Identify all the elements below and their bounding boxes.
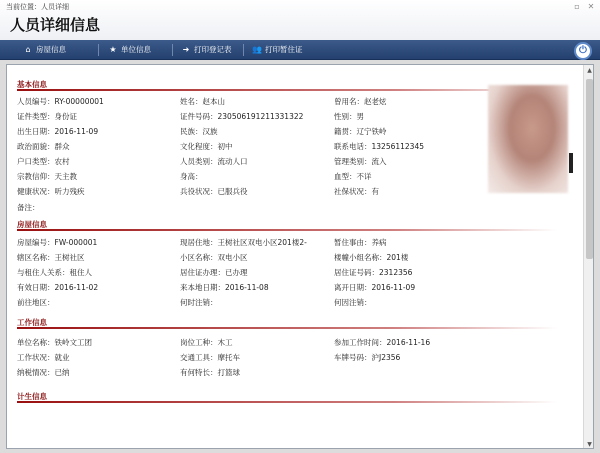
section-divider bbox=[17, 401, 557, 403]
section-divider bbox=[17, 89, 557, 91]
tab-unit-info[interactable]: ★ 单位信息 bbox=[108, 40, 151, 60]
toolbar-divider bbox=[172, 44, 173, 56]
field-tax-status: 纳税情况：已纳 bbox=[17, 368, 70, 377]
field-employer: 单位名称：铁岭文工团 bbox=[17, 338, 92, 347]
field-id-number: 证件号码：230506191211331322 bbox=[180, 112, 304, 121]
field-id-type: 证件类型：身份证 bbox=[17, 112, 77, 121]
field-house-id: 房屋编号：FW-000001 bbox=[17, 238, 98, 247]
section-family-planning-info: 计生信息 bbox=[17, 391, 577, 403]
field-job-type: 岗位工种：木工 bbox=[180, 338, 233, 347]
section-divider bbox=[17, 327, 557, 329]
field-person-id: 人员编号：RY-00000001 bbox=[17, 97, 104, 106]
field-social-security: 社保状况：有 bbox=[334, 187, 379, 196]
field-height: 身高： bbox=[180, 172, 203, 181]
section-work-info: 工作信息 bbox=[17, 317, 577, 329]
arrow-right-icon: ➜ bbox=[182, 45, 190, 54]
toolbar-divider bbox=[98, 44, 99, 56]
field-remark: 备注： bbox=[17, 203, 40, 212]
field-native-place: 籍贯：辽宁铁岭 bbox=[334, 127, 387, 136]
field-household-type: 户口类型：农村 bbox=[17, 157, 70, 166]
photo-edge bbox=[569, 153, 573, 173]
field-religion: 宗教信仰：天主教 bbox=[17, 172, 77, 181]
house-icon: ⌂ bbox=[25, 45, 31, 54]
field-permit-status: 居住证办理：已办理 bbox=[180, 268, 248, 277]
field-valid-date: 有效日期：2016-11-02 bbox=[17, 283, 99, 292]
field-health: 健康状况：听力残疾 bbox=[17, 187, 85, 196]
field-education: 文化程度：初中 bbox=[180, 142, 233, 151]
field-arrival-date: 来本地日期：2016-11-08 bbox=[180, 283, 269, 292]
field-blood-type: 血型：不详 bbox=[334, 172, 372, 181]
field-ethnicity: 民族：汉族 bbox=[180, 127, 218, 136]
person-photo bbox=[488, 85, 568, 193]
field-person-category: 人员类别：流动人口 bbox=[180, 157, 248, 166]
field-former-name: 曾用名：赵老炫 bbox=[334, 97, 387, 106]
minimize-icon[interactable]: ▫ bbox=[574, 2, 580, 11]
field-phone: 联系电话：13256112345 bbox=[334, 142, 424, 151]
breadcrumb: 当前位置：人员详细 bbox=[6, 3, 69, 11]
field-name: 姓名：赵本山 bbox=[180, 97, 225, 106]
field-plate-number: 车牌号码：沪J2356 bbox=[334, 353, 401, 362]
vertical-scrollbar[interactable] bbox=[583, 65, 594, 449]
field-tenant-relation: 与租住人关系：租住人 bbox=[17, 268, 92, 277]
field-stay-reason: 暂住事由：养病 bbox=[334, 238, 387, 247]
field-cancel-reason: 何因注销： bbox=[334, 298, 372, 307]
field-permit-number: 居住证号码：2312356 bbox=[334, 268, 413, 277]
scroll-up-icon[interactable]: ▲ bbox=[587, 67, 592, 74]
people-icon: 👥 bbox=[252, 45, 262, 54]
detail-panel bbox=[6, 64, 594, 449]
field-employment-status: 工作状况：就业 bbox=[17, 353, 70, 362]
power-icon[interactable]: ⏻ bbox=[574, 42, 592, 60]
print-residence-permit-button[interactable]: 👥 打印暂住证 bbox=[252, 40, 303, 60]
header-bar bbox=[0, 0, 600, 40]
field-birth-date: 出生日期：2016-11-09 bbox=[17, 127, 99, 136]
section-basic-info: 基本信息 bbox=[17, 79, 577, 91]
page-title: 人员详细信息 bbox=[10, 16, 101, 34]
field-specialty: 有何特长：打篮球 bbox=[180, 368, 240, 377]
field-community-name: 小区名称：双电小区 bbox=[180, 253, 248, 262]
toolbar-divider bbox=[243, 44, 244, 56]
field-work-start-date: 参加工作时间：2016-11-16 bbox=[334, 338, 431, 347]
toolbar bbox=[0, 40, 600, 60]
print-registration-button[interactable]: ➜ 打印登记表 bbox=[181, 40, 232, 60]
field-district-name: 辖区名称：王树社区 bbox=[17, 253, 85, 262]
detail-content bbox=[7, 65, 583, 449]
tab-house-info[interactable]: ⌂ 房屋信息 bbox=[23, 40, 66, 60]
field-political-status: 政治面貌：群众 bbox=[17, 142, 70, 151]
field-military-service: 兵役状况：已服兵役 bbox=[180, 187, 248, 196]
section-divider bbox=[17, 229, 557, 231]
field-gender: 性别：男 bbox=[334, 112, 364, 121]
close-icon[interactable]: ✕ bbox=[587, 2, 595, 11]
scroll-down-icon[interactable]: ▼ bbox=[587, 441, 592, 448]
field-building-name: 楼幢小组名称：201楼 bbox=[334, 253, 409, 262]
field-cancel-time: 何时注销： bbox=[180, 298, 218, 307]
star-icon: ★ bbox=[109, 45, 117, 54]
scrollbar-thumb[interactable] bbox=[586, 79, 593, 259]
field-leave-date: 离开日期：2016-11-09 bbox=[334, 283, 416, 292]
field-management-category: 管理类别：流入 bbox=[334, 157, 387, 166]
field-destination: 前往地区： bbox=[17, 298, 55, 307]
field-vehicle: 交通工具：摩托车 bbox=[180, 353, 240, 362]
field-current-address: 现居住地：王树社区双电小区201楼2- bbox=[180, 238, 307, 247]
section-house-info: 房屋信息 bbox=[17, 219, 577, 231]
